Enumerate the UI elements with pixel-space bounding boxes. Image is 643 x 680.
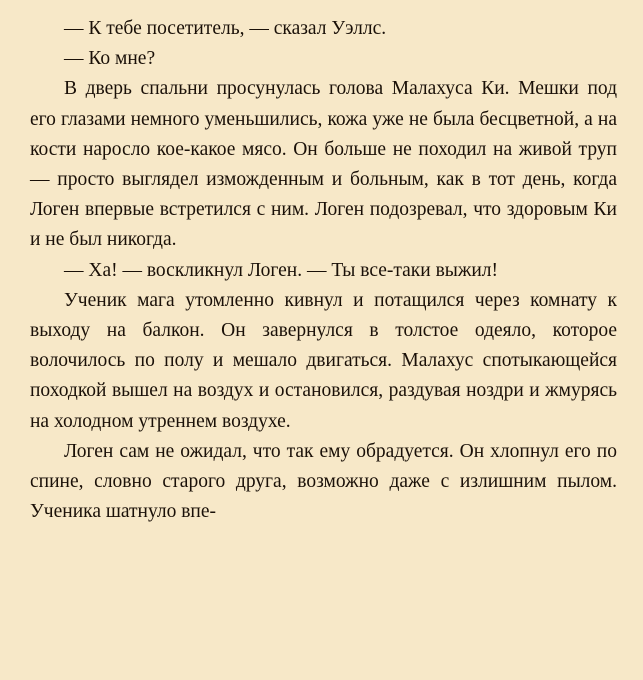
paragraph-2: — Ко мне? bbox=[64, 48, 156, 70]
paragraph-4: — Ха! — воскликнул Логен. — Ты все-таки выжил! bbox=[64, 259, 499, 281]
paragraph-1: — К тебе посетитель, — сказал Уэллс. bbox=[64, 18, 387, 39]
paragraph-5: Ученик мага утомленно кивнул и потащился через комнату к выходу на балкон. Он завернулся в толстое одеяло, которое волочилось по полу и мешало двигаться. Малахус спотыкающейся походкой вышел на воздух и остановился, раздувая ноздри и жмурясь на холодном утреннем воздухе. bbox=[30, 289, 617, 432]
paragraph-3: В дверь спальни просунулась голова Малахуса Ки. Мешки под его глазами немного уменьшились, кожа уже не была бесцветной, а на кости наросло кое-какое мясо. Он больше не походил на живой труп — просто выглядел изможденным и больным, как в тот день, когда Логен впервые встретился с ним. Логен подозревал, что здоровым Ки и не был никогда. bbox=[30, 78, 617, 251]
paragraph-6: Логен сам не ожидал, что так ему обрадуется. Он хлопнул его по спине, словно старого друга, возможно даже с излишним пылом. Ученика шатнуло впе- bbox=[30, 440, 617, 523]
